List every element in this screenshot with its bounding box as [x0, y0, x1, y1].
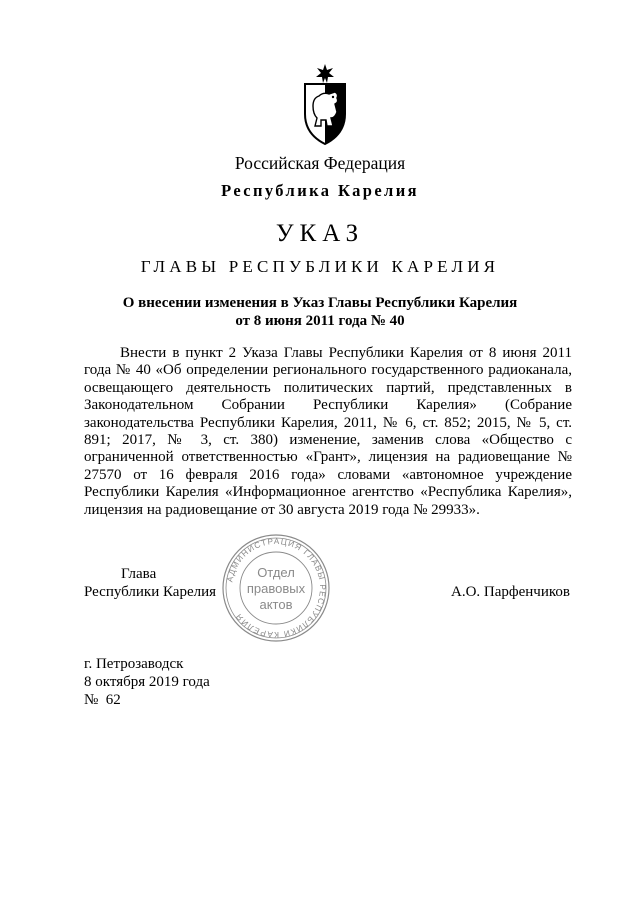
document-subject	[0, 294, 640, 330]
signatory-title	[84, 565, 216, 601]
official-stamp	[221, 533, 331, 643]
country-name: Российская Федерация	[234, 153, 406, 173]
subject-line-2: от 8 июня 2011 года № 40	[235, 313, 405, 329]
republic-name: Республика Карелия	[221, 181, 419, 200]
subject-line-1: О внесении изменения в Указ Главы Республики Карелия	[122, 295, 518, 311]
document-number: № 62	[84, 692, 121, 708]
stamp-line-2: правовых	[246, 581, 306, 596]
date-of-signing: 8 октября 2019 года	[84, 674, 210, 690]
signatory-title-line-1: Глава	[121, 566, 157, 582]
stamp-line-1: Отдел	[257, 565, 295, 580]
document-issuer: ГЛАВЫ РЕСПУБЛИКИ КАРЕЛИЯ	[140, 257, 500, 276]
signatory-name: А.О. Парфенчиков	[451, 584, 570, 600]
document-type: УКАЗ	[275, 220, 365, 247]
place-of-signing: г. Петрозаводск	[84, 656, 184, 672]
document-footer	[84, 655, 210, 709]
signatory-title-line-2: Республики Карелия	[84, 584, 217, 600]
karelia-coat-of-arms-icon	[299, 62, 351, 146]
decree-body: Внести в пункт 2 Указа Главы Республики Карелия от 8 июня 2011 года № 40 «Об определении регионального государственного радиоканала, освещающего деятельность политических партий, представленных в Законодательном Собрании Республики Карелия» (Собрание законодательства Республики Карелия, 2011, № 6, ст. 852; 2015, № 5, ст. 891; 2017, № 3, ст. 380) изменение, заменив слова «Общество с ограниченной ответственностью «Грант», лицензия на радиовещание № 27570 от 16 февраля 2016 года» словами «автономное учреждение Республики Карелия «Информационное агентство «Республика Карелия», лицензия на радиовещание от 30 августа 2019 года № 29933».	[84, 345, 572, 518]
stamp-ring-text: АДМИНИСТРАЦИЯ ГЛАВЫ РЕСПУБЛИКИ КАРЕЛИЯ	[225, 536, 328, 640]
stamp-line-3: актов	[259, 597, 293, 612]
